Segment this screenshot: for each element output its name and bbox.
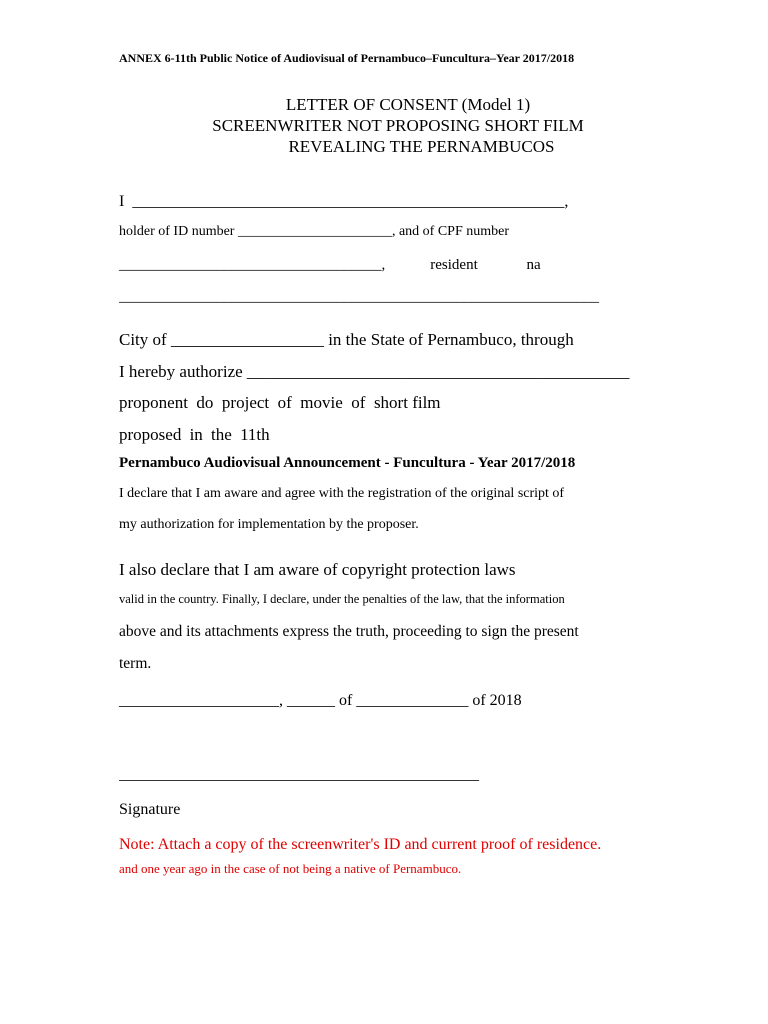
copyright-line: I also declare that I am aware of copyright protection laws [119,560,516,579]
letter-subtitle: SCREENWRITER NOT PROPOSING SHORT FILM [212,116,584,135]
declare-line-1: I declare that I am aware and agree with the registration of the original script of [119,486,565,501]
authorize-line: I hereby authorize _____________________________________________ [119,363,630,380]
announcement-line: Pernambuco Audiovisual Announcement - Funcultura - Year 2017/2018 [119,455,576,471]
letter-subtitle-2: REVEALING THE PERNAMBUCOS [288,137,555,156]
note-line-1: Note: Attach a copy of the screenwriter's ID and current proof of residence. [119,836,602,853]
annex-header: ANNEX 6-11th Public Notice of Audiovisual of Pernambuco–Funcultura–Year 2017/2018 [119,51,575,65]
declare-line-2: my authorization for implementation by the proposer. [119,517,419,532]
letter-title: LETTER OF CONSENT (Model 1) [285,95,531,114]
address-line: ________________________________________________________________ [119,290,599,305]
date-place-line: ____________________, ______ of ______________ of 2018 [119,692,522,709]
cpf-resident-line: ___________________________________, resident na [119,257,541,273]
truth-line: above and its attachments express the truth, proceeding to sign the present [119,623,579,640]
proposed-line: proposed in the 11th [119,425,270,444]
term-line: term. [119,655,152,672]
city-state-line: City of __________________ in the State of Pernambuco, through [119,330,574,349]
note-line-2: and one year ago in the case of not being a native of Pernambuco. [119,861,462,876]
proponent-line: proponent do project of movie of short film [119,393,441,412]
id-number-line: holder of ID number ______________________, and of CPF number [119,224,510,239]
signature-label: Signature [119,801,181,818]
valid-line: valid in the country. Finally, I declare, under the penalties of the law, that the information [119,592,565,606]
signature-line: _____________________________________________ [119,767,479,783]
name-line: I ______________________________________________________, [119,193,569,210]
